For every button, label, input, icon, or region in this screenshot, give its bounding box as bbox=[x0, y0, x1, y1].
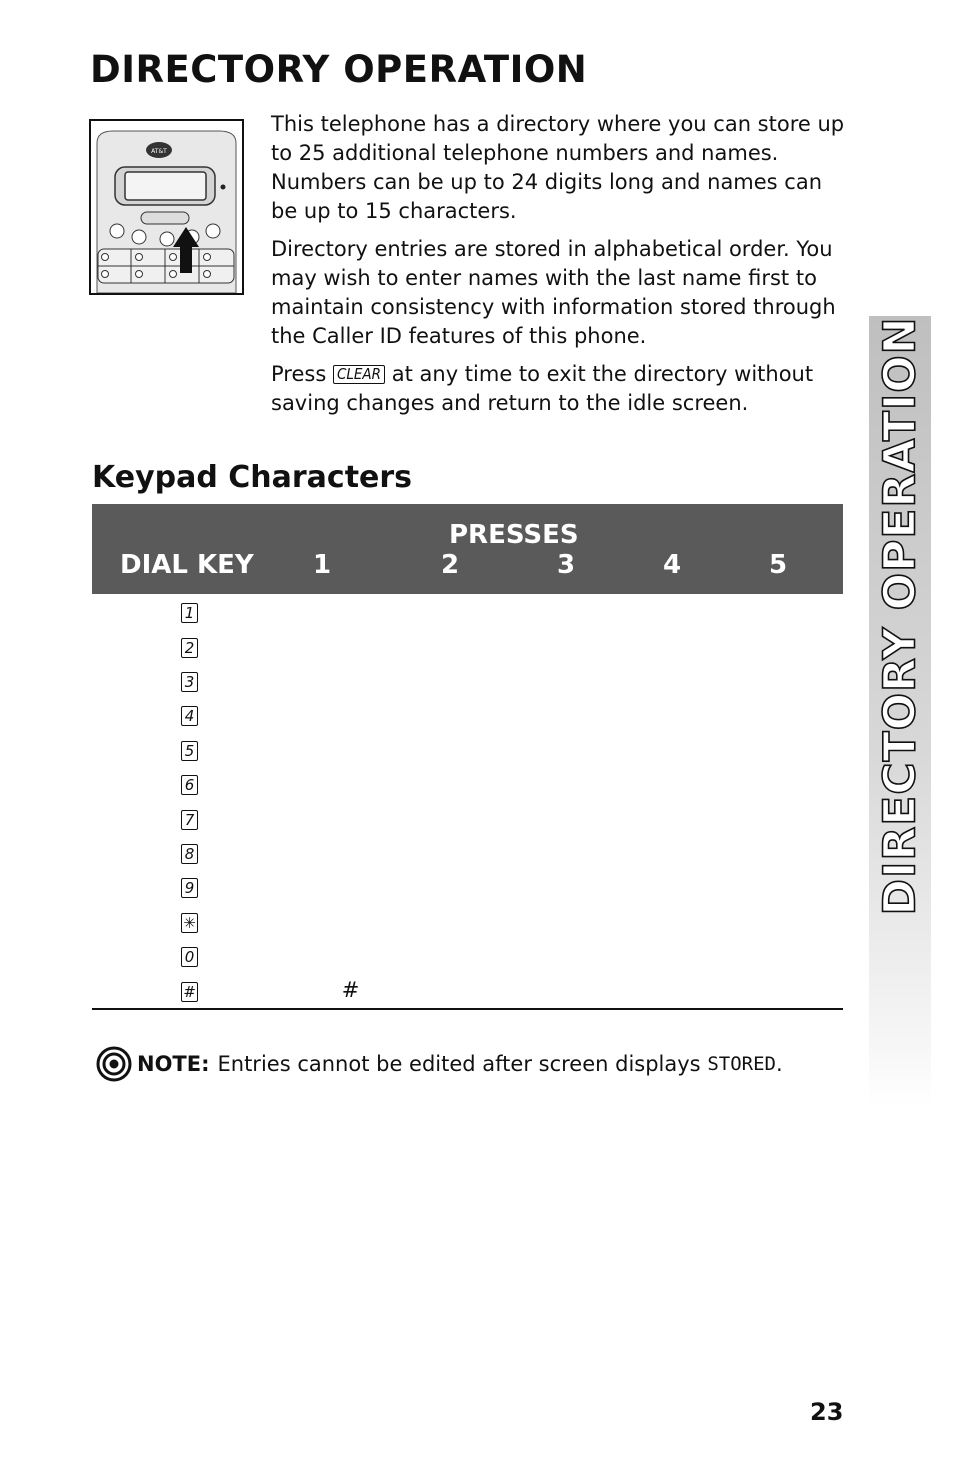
dial-key-icon: 9 bbox=[181, 878, 198, 898]
press-char-cell bbox=[414, 800, 527, 834]
dial-key-cell bbox=[92, 904, 287, 938]
table-row bbox=[92, 800, 843, 834]
press-char-cell bbox=[527, 663, 633, 697]
dial-key-cell bbox=[92, 663, 287, 697]
dial-key-icon: 3 bbox=[181, 672, 198, 692]
press-char-cell bbox=[740, 628, 843, 662]
press-char-cell bbox=[527, 869, 633, 903]
dial-key-icon: 2 bbox=[181, 638, 198, 658]
table-row bbox=[92, 594, 843, 628]
target-note-icon bbox=[96, 1046, 132, 1082]
press-char-cell bbox=[527, 594, 633, 628]
press-char-cell bbox=[740, 904, 843, 938]
press-char-cell bbox=[633, 904, 740, 938]
press-char-cell bbox=[633, 800, 740, 834]
press-char-cell bbox=[287, 904, 414, 938]
dial-key-cell bbox=[92, 972, 287, 1009]
press-char-cell bbox=[633, 732, 740, 766]
press-char-cell bbox=[414, 732, 527, 766]
press-char-cell bbox=[740, 732, 843, 766]
press-char-cell bbox=[740, 869, 843, 903]
press-char-cell bbox=[414, 628, 527, 662]
press-char-cell bbox=[740, 938, 843, 972]
phone-logo: AT&T bbox=[151, 148, 167, 155]
press-char-cell bbox=[740, 972, 843, 1009]
page-number: 23 bbox=[810, 1398, 844, 1426]
press-char-cell bbox=[633, 869, 740, 903]
press-char-cell bbox=[740, 800, 843, 834]
press-char-cell bbox=[414, 972, 527, 1009]
table-row bbox=[92, 972, 843, 1009]
dial-key-icon: 8 bbox=[181, 844, 198, 864]
dial-key-cell bbox=[92, 732, 287, 766]
table-row bbox=[92, 697, 843, 731]
column-header-row bbox=[92, 550, 843, 594]
press-char-cell bbox=[414, 869, 527, 903]
dial-key-icon: 5 bbox=[181, 741, 198, 761]
dial-key-icon: ✳ bbox=[181, 913, 198, 933]
press-char-cell bbox=[287, 732, 414, 766]
dial-key-icon: 4 bbox=[181, 706, 198, 726]
clear-instruction-suffix: at any time to exit the directory without saving changes and return to the idle screen. bbox=[271, 362, 814, 415]
dial-key-cell bbox=[92, 766, 287, 800]
clear-instruction-prefix: Press bbox=[271, 362, 327, 386]
press-char-cell bbox=[633, 938, 740, 972]
press-char-cell bbox=[287, 938, 414, 972]
intro-paragraph-order: Directory entries are stored in alphabetical order. You may wish to enter names with the last name first to maintain consistency with information stored through the Caller ID features of this phone. bbox=[271, 237, 836, 348]
table-row bbox=[92, 628, 843, 662]
press-char-cell bbox=[287, 800, 414, 834]
dial-key-icon: # bbox=[181, 982, 198, 1002]
press-char-cell bbox=[633, 835, 740, 869]
press-char-cell bbox=[633, 594, 740, 628]
dial-key-cell bbox=[92, 697, 287, 731]
presses-header: PRESSES bbox=[449, 520, 579, 550]
page-title: DIRECTORY OPERATION bbox=[90, 48, 588, 91]
note-label: NOTE: bbox=[137, 1052, 210, 1076]
table-row bbox=[92, 938, 843, 972]
press-header-2: 2 bbox=[441, 550, 460, 580]
press-char-cell bbox=[414, 697, 527, 731]
press-char-cell bbox=[414, 835, 527, 869]
press-char-cell bbox=[527, 697, 633, 731]
press-char-cell bbox=[414, 766, 527, 800]
intro-paragraph-capacity: This telephone has a directory where you can store up to 25 additional telephone numbers and names. Numbers can be up to 24 digits long and names can be up to 15 characters. bbox=[271, 112, 845, 223]
stored-display-text: STORED bbox=[707, 1053, 776, 1075]
dial-key-icon: 7 bbox=[181, 810, 198, 830]
press-char-cell bbox=[287, 628, 414, 662]
intro-text bbox=[271, 110, 846, 427]
dial-key-icon: 1 bbox=[181, 603, 198, 623]
press-char-cell bbox=[414, 594, 527, 628]
side-tab bbox=[869, 316, 931, 1106]
presses-header-row bbox=[92, 504, 843, 550]
press-char-cell bbox=[287, 594, 414, 628]
table-row bbox=[92, 732, 843, 766]
table-row bbox=[92, 766, 843, 800]
keypad-characters-table bbox=[92, 504, 843, 1010]
table-row bbox=[92, 869, 843, 903]
press-char-cell bbox=[527, 972, 633, 1009]
press-char-cell bbox=[633, 972, 740, 1009]
press-char-cell bbox=[287, 663, 414, 697]
table-row bbox=[92, 663, 843, 697]
note bbox=[96, 1046, 856, 1082]
press-char-cell bbox=[740, 697, 843, 731]
dial-key-cell bbox=[92, 594, 287, 628]
press-char-cell bbox=[414, 663, 527, 697]
dial-key-cell bbox=[92, 869, 287, 903]
note-period: . bbox=[775, 1052, 783, 1076]
table-row bbox=[92, 904, 843, 938]
press-char-cell bbox=[527, 904, 633, 938]
dial-key-icon: 6 bbox=[181, 775, 198, 795]
press-char-cell bbox=[740, 766, 843, 800]
telephone-base-arrow-icon bbox=[89, 119, 244, 295]
press-header-3: 3 bbox=[557, 550, 576, 580]
press-char-cell bbox=[527, 835, 633, 869]
keypad-table-body bbox=[92, 594, 843, 1009]
press-char-cell bbox=[414, 938, 527, 972]
dial-key-cell bbox=[92, 800, 287, 834]
press-char-cell bbox=[527, 628, 633, 662]
press-char-cell bbox=[633, 697, 740, 731]
press-char-cell bbox=[740, 835, 843, 869]
intro-paragraph-clear bbox=[271, 360, 846, 418]
press-char-cell bbox=[633, 628, 740, 662]
dial-key-header: DIAL KEY bbox=[120, 550, 254, 580]
press-char-cell bbox=[740, 663, 843, 697]
press-char-cell bbox=[740, 594, 843, 628]
press-char-cell bbox=[527, 766, 633, 800]
press-char-cell bbox=[287, 835, 414, 869]
press-header-4: 4 bbox=[663, 550, 682, 580]
press-char-cell bbox=[633, 766, 740, 800]
press-header-5: 5 bbox=[769, 550, 788, 580]
table-row bbox=[92, 835, 843, 869]
note-text: Entries cannot be edited after screen displays bbox=[217, 1052, 701, 1076]
press-char-cell bbox=[287, 697, 414, 731]
press-char-cell bbox=[633, 663, 740, 697]
press-header-1: 1 bbox=[313, 550, 332, 580]
dial-key-cell bbox=[92, 835, 287, 869]
press-char-cell bbox=[287, 869, 414, 903]
side-tab-label: DIRECTORY OPERATION bbox=[874, 316, 926, 916]
press-char-cell: # bbox=[287, 972, 414, 1009]
press-char-cell bbox=[287, 766, 414, 800]
press-char-cell bbox=[527, 800, 633, 834]
dial-key-cell bbox=[92, 938, 287, 972]
dial-key-cell bbox=[92, 628, 287, 662]
press-char-cell bbox=[414, 904, 527, 938]
press-char-cell bbox=[527, 938, 633, 972]
clear-key-icon: CLEAR bbox=[333, 365, 385, 384]
keypad-characters-heading: Keypad Characters bbox=[92, 460, 413, 495]
dial-key-icon: 0 bbox=[181, 947, 198, 967]
press-char-cell bbox=[527, 732, 633, 766]
